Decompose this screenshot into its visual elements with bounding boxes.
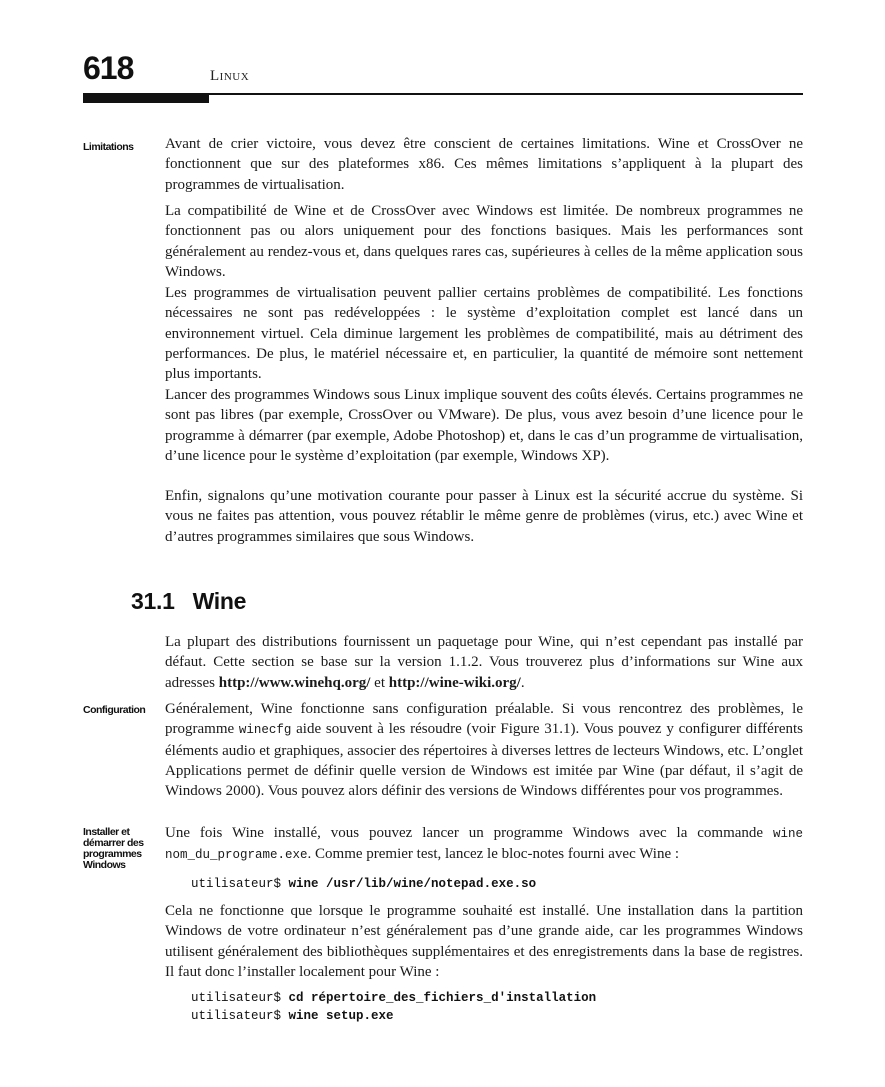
shell-command: cd répertoire_des_fichiers_d'installation: [288, 991, 597, 1005]
section-title: Wine: [192, 588, 247, 614]
paragraph-limitations-5: Enfin, signalons qu’une motivation courante pour passer à Linux est la sécurité accrue du système. Si vous ne faites pas attention, vous pouvez rétablir le même genre de problèmes (virus, etc.) avec Wine et d’autres programmes similaires que sous Windows.: [165, 488, 803, 545]
margin-note-configuration: Configuration: [83, 704, 146, 716]
link-winehq[interactable]: http://www.winehq.org/: [218, 674, 371, 691]
paragraph-install: [165, 823, 803, 866]
paragraph-limitations-4: Lancer des programmes Windows sous Linux implique souvent des coûts élevés. Certains programmes ne sont pas libres (par exemple, CrossOver ou VMware). De plus, vous avez besoin d’une licence pour le programme à démarrer (par exemple, Adobe Photoshop) et, dans le cas d’un programme de virtualisation, d’une licence pour le système d’exploitation (par exemple, Windows XP).: [165, 387, 803, 464]
paragraph-configuration: [165, 699, 803, 801]
margin-note-line: démarrer des: [83, 837, 144, 849]
code-line-notepad: [191, 876, 536, 892]
margin-note-installer: [83, 827, 153, 871]
shell-prompt: utilisateur$: [191, 991, 289, 1005]
paragraph-limitations-2: La compatibilité de Wine et de CrossOver avec Windows est limitée. De nombreux programmes ne fonctionnent pas ou alors uniquement pour des fonctions basiques. Mais les performances sont généralement au rendez-vous et, dans quelques rares cas, supérieures à celles de la même application sous Windows.: [165, 203, 803, 280]
margin-note-line: Windows: [83, 859, 126, 871]
text-segment: Généralement, Wine fonctionne sans configuration préalable. Si vous rencontrez des problèmes, le programme: [165, 701, 803, 738]
text-segment: et: [370, 674, 389, 691]
shell-prompt: utilisateur$: [191, 1009, 289, 1023]
text-segment: Une fois Wine installé, vous pouvez lancer un programme Windows avec la commande: [165, 825, 773, 841]
text-segment: La plupart des distributions fournissent un paquetage pour Wine, qui n’est cependant pas installé par défaut. Cette section se base sur la version 1.1.2. Vous trouverez plus d’informations sur Wine aux adresses: [165, 634, 803, 691]
paragraph-limitations-1: Avant de crier victoire, vous devez être conscient de certaines limitations. Wine et CrossOver ne fonctionnent que sur des plateformes x86. Ces mêmes limitations s’appliquent à la plupart des programmes de virtualisation.: [165, 136, 803, 193]
paragraph-install-2: Cela ne fonctionne que lorsque le programme souhaité est installé. Une installation dans la partition Windows de votre ordinateur n’est généralement pas d’une grande aide, car les programmes Windows utilisent généralement des bibliothèques supplémentaires et des enregistrements dans la base de registres. Il faut donc l’installer localement pour Wine :: [165, 903, 803, 980]
text-segment: aide souvent à les résoudre (voir Figure 31.1). Vous pouvez y configurer différents éléments audio et graphiques, associer des répertoires à diverses lettres de lecteurs Windows, etc. L’onglet Applications permet de définir quelle version de Windows est imitée par Wine (par défaut, il s’agit de Windows 2000). Vous pouvez alors définir des versions de Windows différentes pour vos programmes.: [165, 721, 803, 800]
text-segment: .: [520, 674, 525, 691]
paragraph-limitations-3: Les programmes de virtualisation peuvent pallier certains problèmes de compatibilité. Les fonctions nécessaires ne sont pas redéveloppées : le système d’exploitation complet est lancé dans un environnement virtuel. Cela diminue largement les problèmes de compatibilité, mais au détriment des performances. De plus, le matériel nécessaire et, en particulier, la quantité de mémoire sont nettement plus importants.: [165, 285, 803, 383]
link-wine-wiki[interactable]: http://wine-wiki.org/: [388, 674, 521, 691]
shell-command: wine setup.exe: [288, 1009, 394, 1023]
shell-prompt: utilisateur$: [191, 877, 289, 891]
margin-note-line: Installer et: [83, 826, 130, 838]
margin-note-limitations: Limitations: [83, 141, 134, 153]
paragraph-wine-intro: [165, 632, 803, 693]
inline-code-wine-command: wine nom_du_programe.exe: [165, 827, 803, 863]
code-line-setup: [191, 1008, 394, 1024]
section-number: 31.1: [131, 588, 175, 614]
header-block: [83, 95, 209, 103]
running-head: Linux: [210, 68, 250, 84]
text-segment: . Comme premier test, lancez le bloc-notes fourni avec Wine :: [307, 846, 680, 863]
shell-command: wine /usr/lib/wine/notepad.exe.so: [288, 877, 537, 891]
margin-note-line: programmes: [83, 848, 142, 860]
section-heading: [131, 588, 246, 615]
inline-code-winecfg: winecfg: [238, 723, 292, 738]
code-line-cd: [191, 990, 596, 1006]
page-number: 618: [83, 50, 134, 86]
